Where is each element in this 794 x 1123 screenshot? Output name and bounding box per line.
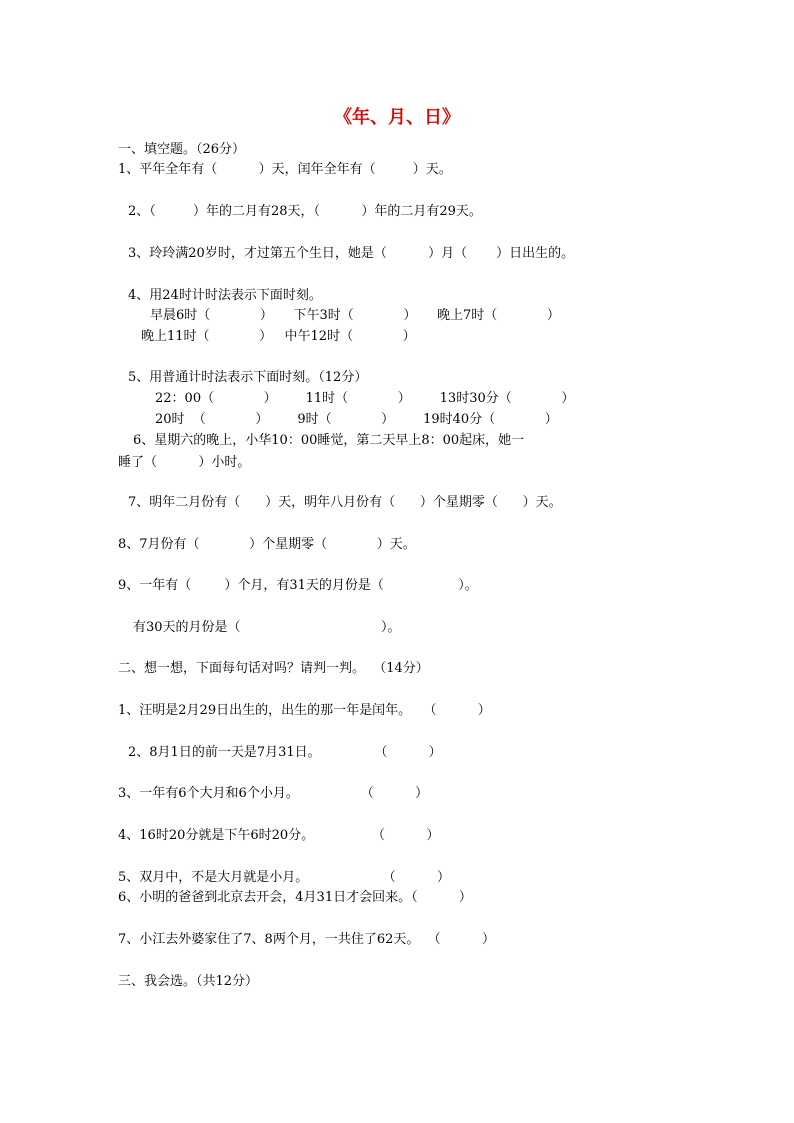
section-3-header: 三、我会选。（共12分） bbox=[118, 974, 259, 989]
judge-question-4: 4、16时20分就是下午6时20分。 （ ） bbox=[118, 828, 440, 843]
fill-question-3: 3、玲玲满20岁时，才过第五个生日，她是（ ）月（ ）日出生的。 bbox=[128, 246, 575, 261]
fill-question-5: 5、用普通计时法表示下面时刻。（12分） bbox=[128, 370, 368, 385]
fill-question-1: 1、平年全年有（ ）天，闰年全年有（ ）天。 bbox=[118, 162, 452, 177]
fill-question-2: 2、（ ）年的二月有28天，（ ）年的二月有29天。 bbox=[128, 204, 482, 219]
section-1-header: 一、填空题。（26分） bbox=[118, 142, 246, 157]
judge-question-6: 6、小明的爸爸到北京去开会，4月31日才会回来。（ ） bbox=[118, 890, 472, 905]
fill-question-7: 7、明年二月份有（ ）天，明年八月份有（ ）个星期零（ ）天。 bbox=[128, 495, 562, 510]
fill-question-4-row-1: 早晨6时（ ） 下午3时（ ） 晚上7时（ ） bbox=[150, 308, 560, 323]
fill-question-6-line-2: 睡了（ ）小时。 bbox=[118, 455, 251, 470]
worksheet-title: 《年、月、日》 bbox=[334, 107, 460, 128]
judge-question-1: 1、汪明是2月29日出生的，出生的那一年是闰年。 （ ） bbox=[118, 703, 491, 718]
judge-question-7: 7、小江去外婆家住了7、8两个月，一共住了62天。 （ ） bbox=[118, 932, 495, 947]
fill-question-5-row-1: 22：00（ ） 11时（ ） 13时30分（ ） bbox=[155, 391, 575, 406]
fill-question-5-row-2: 20时 （ ） 9时（ ） 19时40分（ ） bbox=[155, 412, 558, 427]
fill-question-4-row-2: 晚上11时（ ） 中午12时（ ） bbox=[141, 329, 416, 344]
fill-question-9-part-2: 有30天的月份是（ ）。 bbox=[133, 620, 401, 635]
fill-question-4: 4、用24时计时法表示下面时刻。 bbox=[128, 288, 322, 303]
fill-question-6-line-1: 6、星期六的晚上，小华10：00睡觉，第二天早上8：00起床，她一 bbox=[133, 433, 525, 448]
judge-question-2: 2、8月1日的前一天是7月31日。 （ ） bbox=[128, 745, 442, 760]
fill-question-9: 9、一年有（ ）个月，有31天的月份是（ ）。 bbox=[118, 578, 478, 593]
fill-question-8: 8、7月份有（ ）个星期零（ ）天。 bbox=[118, 537, 416, 552]
judge-question-3: 3、一年有6个大月和6个小月。 （ ） bbox=[118, 786, 429, 801]
judge-question-5: 5、双月中，不是大月就是小月。 （ ） bbox=[118, 870, 450, 885]
section-2-header: 二、想一想，下面每句话对吗？请判一判。 （14分） bbox=[118, 661, 429, 676]
